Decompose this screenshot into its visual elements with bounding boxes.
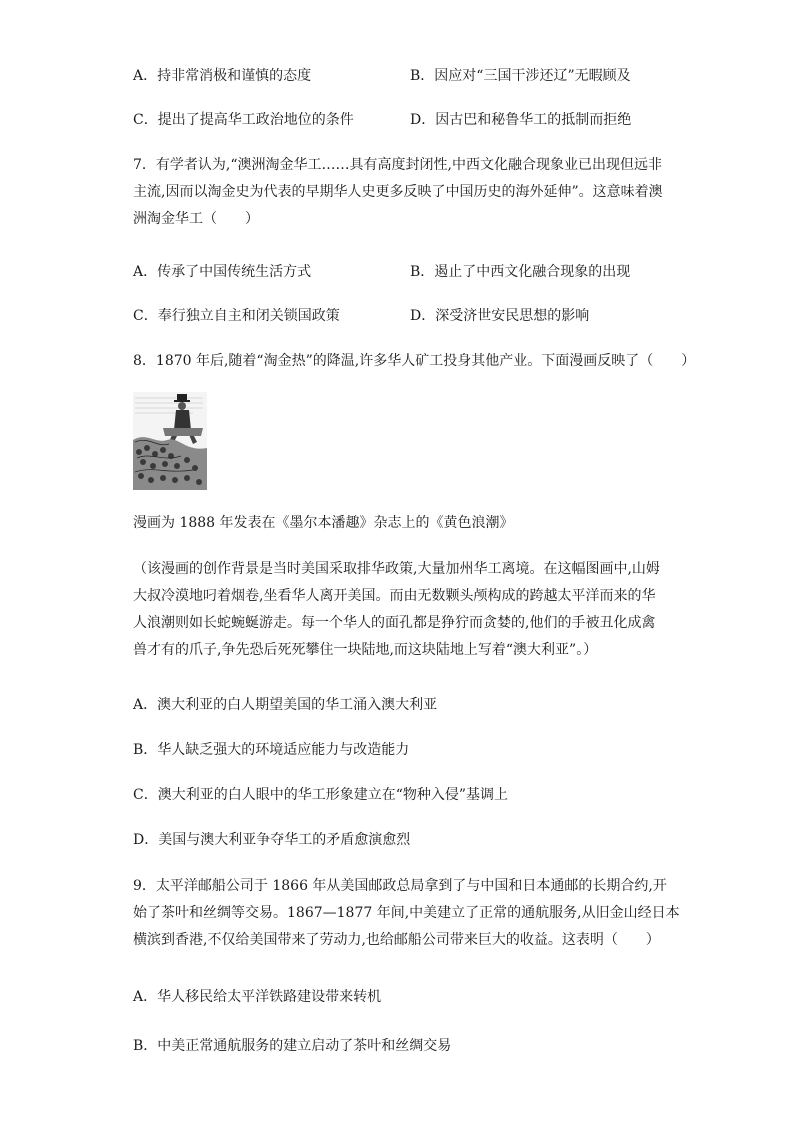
q7-stem <box>133 152 663 233</box>
q6-option-d: D．因古巴和秘鲁华工的抵制而拒绝 <box>410 112 632 128</box>
q8-note-line: 兽才有的爪子,争先恐后死死攀住一块陆地,而这块陆地上写着“澳大利亚”。） <box>133 642 598 658</box>
q8-note <box>133 556 663 664</box>
q6-option-c: C．提出了提高华工政治地位的条件 <box>133 112 354 128</box>
q8-note-line: （该漫画的创作背景是当时美国采取排华政策,大量加州华工离境。在这幅图画中,山姆 <box>133 561 660 577</box>
q7-option-c: C．奉行独立自主和闭关锁国政策 <box>133 308 340 324</box>
q8-option-c: C．澳大利亚的白人眼中的华工形象建立在“物种入侵”基调上 <box>133 787 509 803</box>
q7-stem-line: 7．有学者认为,“澳洲淘金华工……具有高度封闭性,中西文化融合现象业已出现但远非 <box>133 157 662 173</box>
q8-option-a: A．澳大利亚的白人期望美国的华工涌入澳大利亚 <box>133 697 438 713</box>
q9-option-b: B．中美正常通航服务的建立启动了茶叶和丝绸交易 <box>133 1038 452 1054</box>
q9-stem <box>133 873 680 954</box>
q7-option-d: D．深受济世安民思想的影响 <box>410 308 590 324</box>
q7-option-b: B．遏止了中西文化融合现象的出现 <box>410 264 631 280</box>
q9-stem-line: 9．太平洋邮船公司于 1866 年从美国邮政总局拿到了与中国和日本通邮的长期合约,开 <box>133 878 667 894</box>
q9-stem-line: 始了茶叶和丝绸等交易。1867—1877 年间,中美建立了正常的通航服务,从旧金山经日本 <box>133 905 680 921</box>
yellow-wave-cartoon-image <box>133 392 207 490</box>
q8-note-line: 大叔冷漠地叼着烟卷,坐看华人离开美国。而由无数颗头颅构成的跨越太平洋而来的华 <box>133 588 656 604</box>
q9-option-a: A．华人移民给太平洋铁路建设带来转机 <box>133 989 382 1005</box>
q7-stem-line: 洲淘金华工（ ） <box>133 211 259 227</box>
q8-note-line: 人浪潮则如长蛇蜿蜒游走。每一个华人的面孔都是狰狞而贪婪的,他们的手被丑化成禽 <box>133 615 656 631</box>
q7-option-a: A．传承了中国传统生活方式 <box>133 264 312 280</box>
q8-option-b: B．华人缺乏强大的环境适应能力与改造能力 <box>133 742 410 758</box>
q9-stem-line: 横滨到香港,不仅给美国带来了劳动力,也给邮船公司带来巨大的收益。这表明（ ） <box>133 932 660 948</box>
q6-option-b: B．因应对“三国干涉还辽”无暇顾及 <box>410 68 631 84</box>
q8-stem: 8．1870 年后,随着“淘金热”的降温,许多华人矿工投身其他产业。下面漫画反映了（ ） <box>133 353 696 369</box>
q6-option-a: A．持非常消极和谨慎的态度 <box>133 68 312 84</box>
q8-option-d: D．美国与澳大利亚争夺华工的矛盾愈演愈烈 <box>133 832 411 848</box>
q7-stem-line: 主流,因而以淘金史为代表的早期华人史更多反映了中国历史的海外延伸”。这意味着澳 <box>133 184 663 200</box>
q8-caption: 漫画为 1888 年发表在《墨尔本潘趣》杂志上的《黄色浪潮》 <box>133 515 514 531</box>
